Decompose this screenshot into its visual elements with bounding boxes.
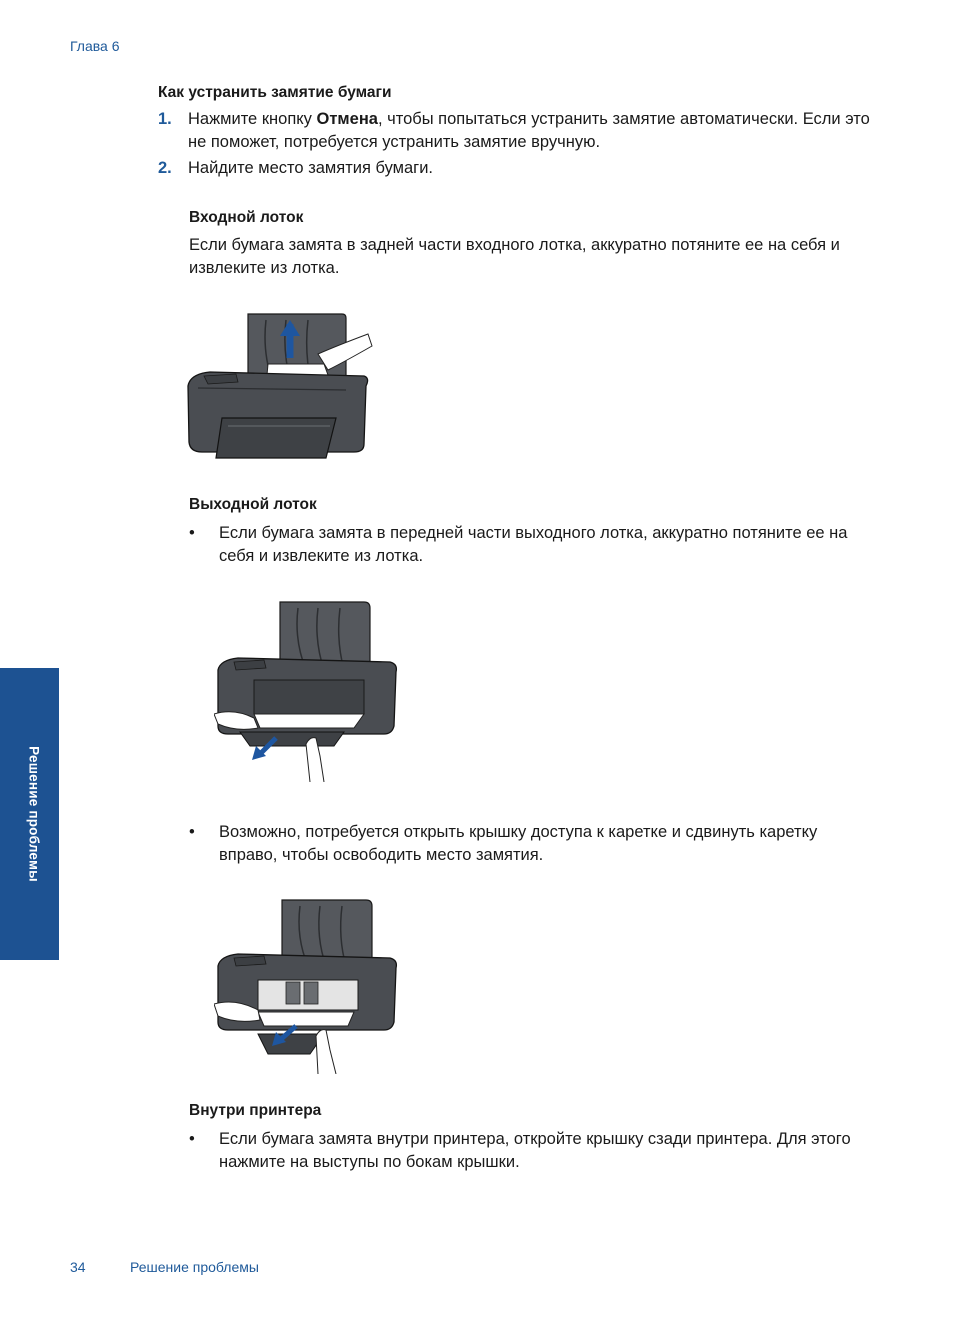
side-tab [0,668,59,960]
step-number: 2. [158,159,172,177]
bullet-text: Если бумага замята в передней части выходного лотка, аккуратно потяните ее на себя и извлеките из лотка. [219,524,848,565]
carriage-access-illustration [214,894,400,1074]
output-tray-jam-illustration [214,596,400,782]
section-title: Как устранить замятие бумаги [158,84,392,101]
bullet-dot: • [189,823,195,841]
step-text: Нажмите кнопку Отмена, чтобы попытаться устранить замятие автоматически. Если это не поможет, потребуется устранить замятие вручную. [188,110,870,151]
footer-title: Решение проблемы [130,1259,259,1275]
bullet-text: Возможно, потребуется открыть крышку доступа к каретке и сдвинуть каретку вправо, чтобы освободить место замятия. [219,823,818,864]
input-tray-text: Если бумага замята в задней части входного лотка, аккуратно потяните ее на себя и извлеките из лотка. [189,236,840,277]
bullet-dot: • [189,1130,195,1148]
input-tray-jam-illustration [186,306,386,466]
bullet-dot: • [189,524,195,542]
bullet-text: Если бумага замята внутри принтера, откройте крышку сзади принтера. Для этого нажмите на выступы по бокам крышки. [219,1130,851,1171]
chapter-label: Глава 6 [70,38,120,54]
step-number: 1. [158,110,172,128]
step-text: Найдите место замятия бумаги. [188,159,433,177]
inside-printer-heading: Внутри принтера [189,1102,322,1119]
cancel-button-name: Отмена [316,110,378,128]
output-tray-heading: Выходной лоток [189,496,317,513]
input-tray-heading: Входной лоток [189,209,304,226]
page-number: 34 [70,1259,86,1275]
side-tab-label: Решение проблемы [26,746,42,882]
